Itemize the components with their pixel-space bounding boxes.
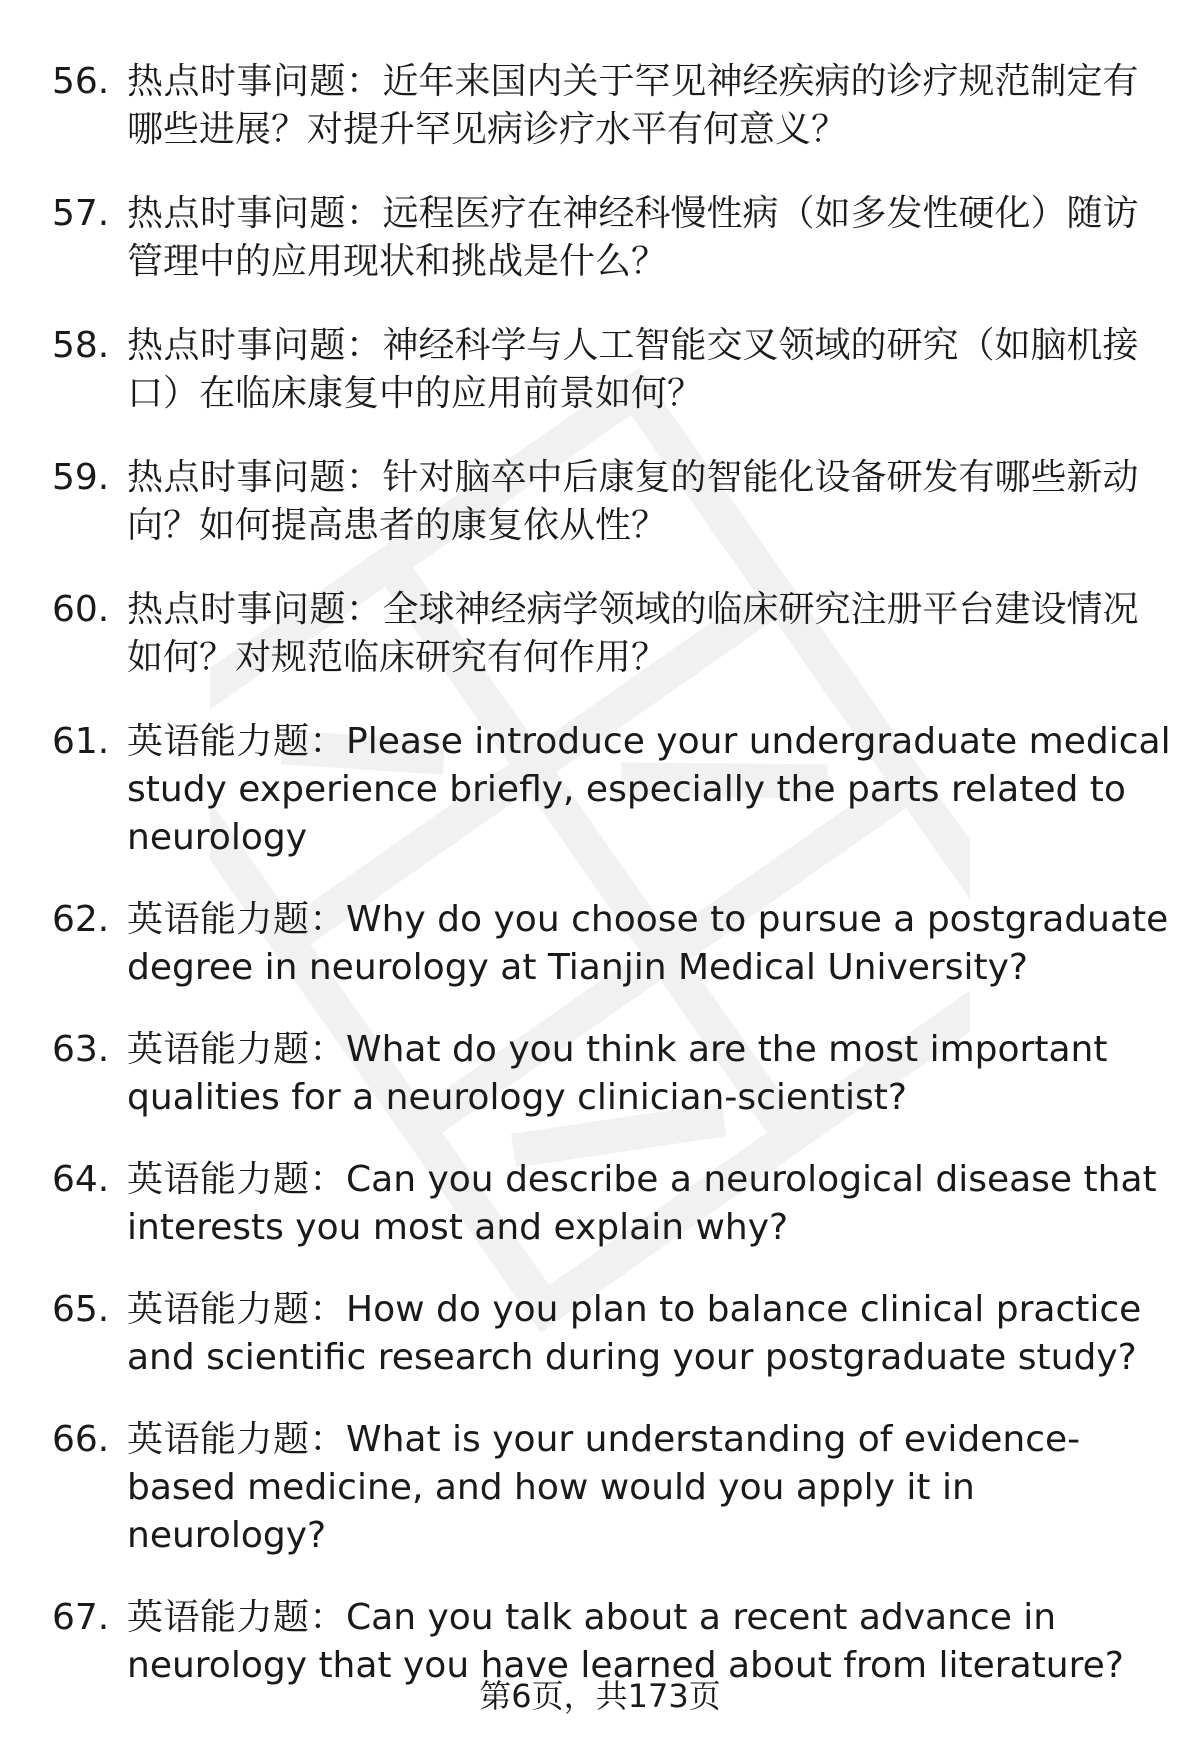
question-text: 全球神经病学领域的临床研究注册平台建设情况如何？对规范临床研究有何作用？ bbox=[127, 589, 1139, 678]
question-text: 针对脑卒中后康复的智能化设备研发有哪些新动向？如何提高患者的康复依从性？ bbox=[127, 457, 1139, 546]
question-text: What is your understanding of evidence-based medicine, and how would you apply it in neurology? bbox=[127, 1419, 1081, 1556]
question-text: 神经科学与人工智能交叉领域的研究（如脑机接口）在临床康复中的应用前景如何？ bbox=[127, 325, 1139, 414]
question-number: 57. bbox=[52, 193, 110, 234]
question-text: Please introduce your undergraduate medical study experience briefly, especially the parts related to neurology bbox=[127, 721, 1171, 858]
question-number: 63. bbox=[52, 1029, 110, 1070]
question-item bbox=[0, 1156, 1200, 1252]
question-category: 热点时事问题： bbox=[127, 589, 383, 630]
question-item bbox=[0, 896, 1200, 992]
question-number: 64. bbox=[52, 1159, 110, 1200]
question-item bbox=[0, 190, 1200, 286]
question-list bbox=[0, 58, 1200, 1724]
question-category: 英语能力题： bbox=[127, 1029, 347, 1070]
question-number: 67. bbox=[52, 1597, 110, 1638]
question-number: 60. bbox=[52, 589, 110, 630]
question-category: 英语能力题： bbox=[127, 1597, 347, 1638]
question-category: 英语能力题： bbox=[127, 1289, 347, 1330]
question-item bbox=[0, 322, 1200, 418]
question-item bbox=[0, 718, 1200, 862]
question-text: Can you talk about a recent advance in neurology that you have learned about from literature? bbox=[127, 1597, 1124, 1686]
question-text: Why do you choose to pursue a postgraduate degree in neurology at Tianjin Medical University? bbox=[127, 899, 1169, 988]
question-number: 61. bbox=[52, 721, 110, 762]
question-category: 热点时事问题： bbox=[127, 325, 383, 366]
question-number: 58. bbox=[52, 325, 110, 366]
question-category: 热点时事问题： bbox=[127, 457, 383, 498]
question-text: 远程医疗在神经科慢性病（如多发性硬化）随访管理中的应用现状和挑战是什么？ bbox=[127, 193, 1139, 282]
question-number: 66. bbox=[52, 1419, 110, 1460]
page-footer: 第6页，共173页 bbox=[479, 1677, 721, 1715]
question-text: Can you describe a neurological disease that interests you most and explain why? bbox=[127, 1159, 1157, 1248]
question-number: 65. bbox=[52, 1289, 110, 1330]
question-category: 热点时事问题： bbox=[127, 61, 383, 102]
question-item bbox=[0, 586, 1200, 682]
question-category: 英语能力题： bbox=[127, 1419, 347, 1460]
question-number: 56. bbox=[52, 61, 110, 102]
question-text: What do you think are the most important qualities for a neurology clinician-scientist? bbox=[127, 1029, 1108, 1118]
question-item bbox=[0, 454, 1200, 550]
question-text: How do you plan to balance clinical practice and scientific research during your postgraduate study? bbox=[127, 1289, 1142, 1378]
question-item bbox=[0, 58, 1200, 154]
question-item bbox=[0, 1026, 1200, 1122]
question-category: 英语能力题： bbox=[127, 899, 347, 940]
question-text: 近年来国内关于罕见神经疾病的诊疗规范制定有哪些进展？对提升罕见病诊疗水平有何意义？ bbox=[127, 61, 1139, 150]
question-number: 62. bbox=[52, 899, 110, 940]
question-number: 59. bbox=[52, 457, 110, 498]
question-item bbox=[0, 1416, 1200, 1560]
question-category: 英语能力题： bbox=[127, 1159, 347, 1200]
question-item bbox=[0, 1286, 1200, 1382]
question-category: 热点时事问题： bbox=[127, 193, 383, 234]
question-category: 英语能力题： bbox=[127, 721, 347, 762]
